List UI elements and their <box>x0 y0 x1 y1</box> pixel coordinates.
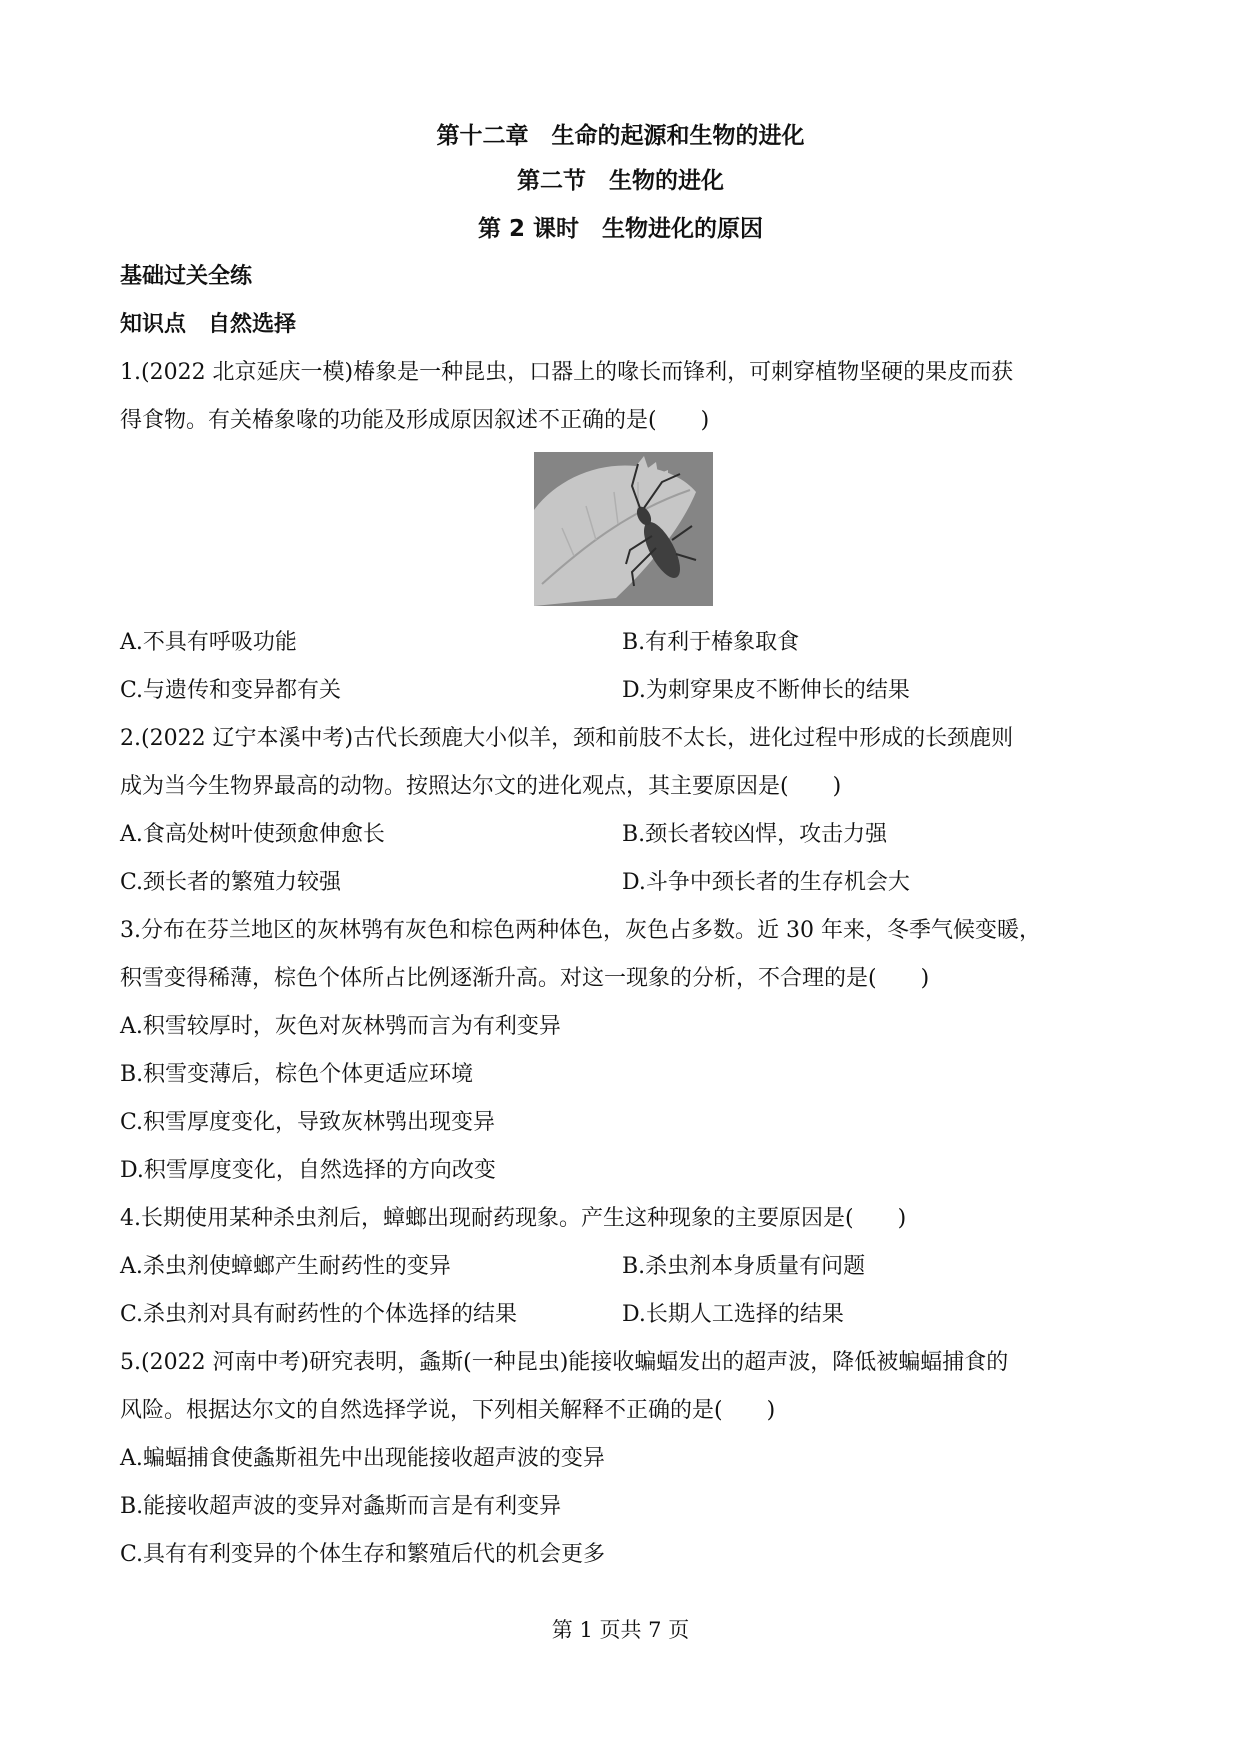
shield-bug-on-leaf-photo <box>534 452 713 606</box>
question-3-stem-line-2: 积雪变得稀薄，棕色个体所占比例逐渐升高。对这一现象的分析，不合理的是( ) <box>120 966 930 991</box>
question-1-option-a: A.不具有呼吸功能 <box>120 630 297 655</box>
question-1-option-c: C.与遗传和变异都有关 <box>120 678 342 703</box>
question-3-option-d: D.积雪厚度变化，自然选择的方向改变 <box>120 1158 496 1183</box>
question-4-option-d: D.长期人工选择的结果 <box>622 1302 844 1327</box>
question-3-option-b: B.积雪变薄后，棕色个体更适应环境 <box>120 1062 474 1087</box>
question-3-option-a: A.积雪较厚时，灰色对灰林鸮而言为有利变异 <box>120 1014 561 1039</box>
question-4-option-c: C.杀虫剂对具有耐药性的个体选择的结果 <box>120 1302 518 1327</box>
question-4-option-a: A.杀虫剂使蟑螂产生耐药性的变异 <box>120 1254 451 1279</box>
question-1-stem-line-1: 1.(2022 北京延庆一模)椿象是一种昆虫，口器上的喙长而锋利，可刺穿植物坚硬的果皮而获 <box>120 360 1014 385</box>
question-2-option-d: D.斗争中颈长者的生存机会大 <box>622 870 910 895</box>
shield-bug-illustration <box>534 452 713 606</box>
knowledge-point-heading: 知识点 自然选择 <box>120 312 297 337</box>
question-5-stem-line-1: 5.(2022 河南中考)研究表明，螽斯(一种昆虫)能接收蝙蝠发出的超声波，降低被蝙蝠捕食的 <box>120 1350 1009 1375</box>
question-1-stem-line-2: 得食物。有关椿象喙的功能及形成原因叙述不正确的是( ) <box>120 408 710 433</box>
question-5-option-c: C.具有有利变异的个体生存和繁殖后代的机会更多 <box>120 1542 606 1567</box>
section-title: 第二节 生物的进化 <box>517 168 724 194</box>
lesson-title: 第 2 课时 生物进化的原因 <box>477 216 764 242</box>
question-2-option-c: C.颈长者的繁殖力较强 <box>120 870 342 895</box>
chapter-title: 第十二章 生命的起源和生物的进化 <box>436 123 805 149</box>
page-footer: 第 1 页共 7 页 <box>551 1618 690 1642</box>
question-2-stem-line-1: 2.(2022 辽宁本溪中考)古代长颈鹿大小似羊，颈和前肢不太长，进化过程中形成的长颈鹿则 <box>120 726 1014 751</box>
question-5-stem-line-2: 风险。根据达尔文的自然选择学说，下列相关解释不正确的是( ) <box>120 1398 776 1423</box>
question-3-stem-line-1: 3.分布在芬兰地区的灰林鸮有灰色和棕色两种体色，灰色占多数。近 30 年来，冬季气候变暖， <box>120 918 1041 943</box>
question-2-option-a: A.食高处树叶使颈愈伸愈长 <box>120 822 385 847</box>
question-3-option-c: C.积雪厚度变化，导致灰林鸮出现变异 <box>120 1110 496 1135</box>
question-1-option-b: B.有利于椿象取食 <box>622 630 800 655</box>
question-4-stem-line-1: 4.长期使用某种杀虫剂后，蟑螂出现耐药现象。产生这种现象的主要原因是( ) <box>120 1206 907 1231</box>
practice-heading: 基础过关全练 <box>120 264 253 289</box>
question-5-option-b: B.能接收超声波的变异对螽斯而言是有利变异 <box>120 1494 562 1519</box>
question-4-option-b: B.杀虫剂本身质量有问题 <box>622 1254 866 1279</box>
question-5-option-a: A.蝙蝠捕食使螽斯祖先中出现能接收超声波的变异 <box>120 1446 605 1471</box>
question-2-option-b: B.颈长者较凶悍，攻击力强 <box>622 822 888 847</box>
question-1-option-d: D.为刺穿果皮不断伸长的结果 <box>622 678 910 703</box>
question-2-stem-line-2: 成为当今生物界最高的动物。按照达尔文的进化观点，其主要原因是( ) <box>120 774 842 799</box>
